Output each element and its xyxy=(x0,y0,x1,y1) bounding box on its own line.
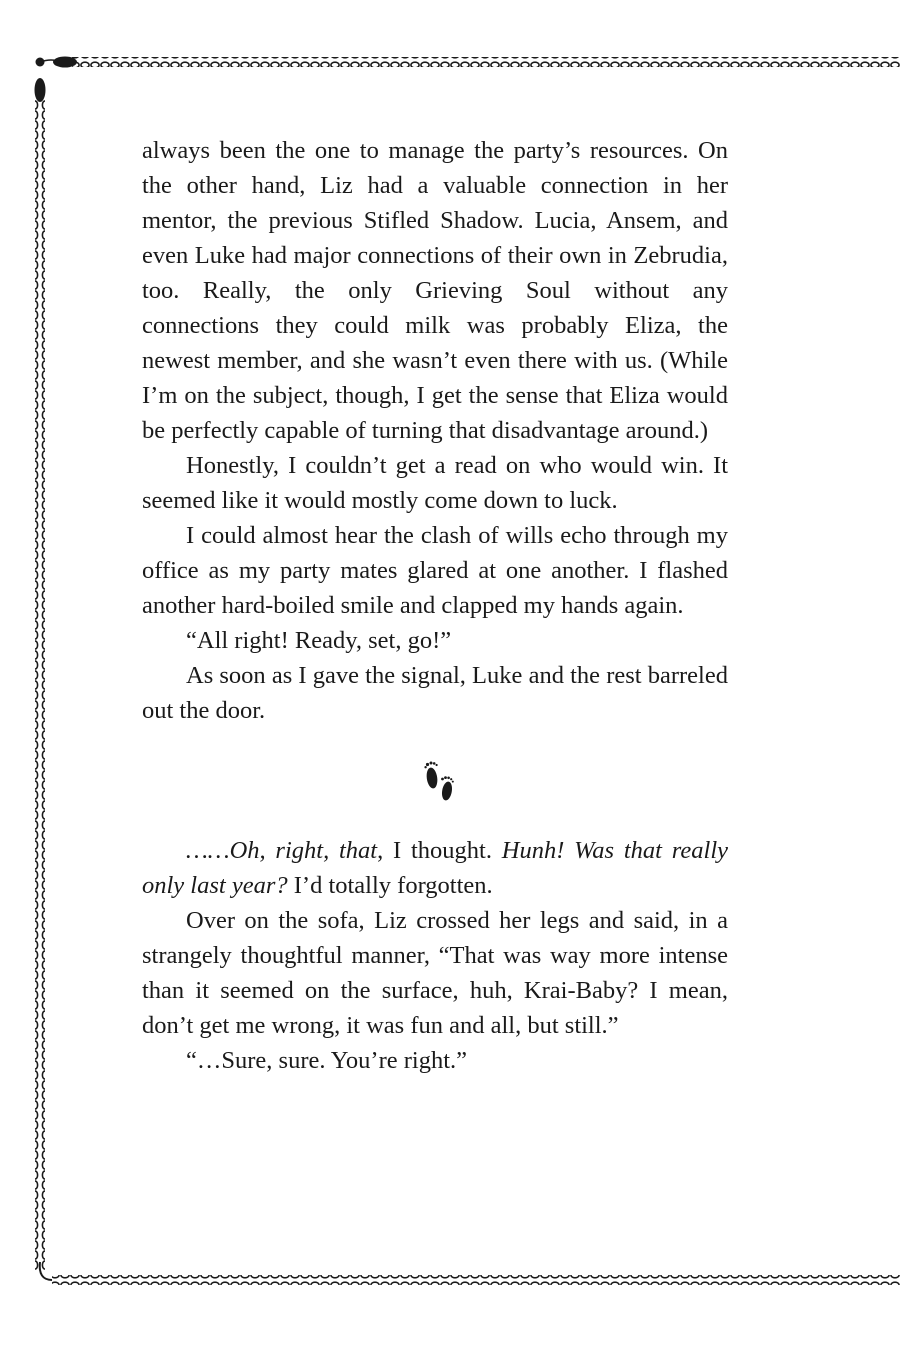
text-segment: “…Sure, sure. You’re right.” xyxy=(186,1047,468,1074)
chain-top-end-bead xyxy=(53,57,77,68)
paragraph xyxy=(142,1043,728,1078)
page-text xyxy=(142,133,728,1078)
paragraph xyxy=(142,658,728,728)
paragraph xyxy=(142,133,728,448)
paragraph xyxy=(142,903,728,1043)
text-segment: As soon as I gave the signal, Luke and the rest barreled out the door. xyxy=(142,662,728,724)
chain-bottom xyxy=(52,1275,900,1285)
scene-break xyxy=(142,728,728,833)
paragraph xyxy=(142,448,728,518)
paragraph xyxy=(142,518,728,623)
text-segment: Honestly, I couldn’t get a read on who would win. It seemed like it would mostly come down to luck. xyxy=(142,452,728,514)
text-segment: I’d totally forgotten. xyxy=(287,872,493,899)
text-section-before-break xyxy=(142,133,728,728)
chain-left xyxy=(35,100,45,1270)
text-segment: I could almost hear the clash of wills echo through my office as my party mates glared at one another. I flashed another hard-boiled smile and clapped my hands again. xyxy=(142,522,728,619)
paragraph xyxy=(142,833,728,903)
text-segment: , I thought. xyxy=(377,837,502,864)
text-segment: always been the one to manage the party’s resources. On the other hand, Liz had a valuable connection in her mentor, the previous Stifled Shadow. Lucia, Ansem, and even Luke had major connections of their own in Zebrudia, too. Really, the only Grieving Soul without any connections they could milk was probably Eliza, the newest member, and she wasn’t even there with us. (While I’m on the subject, though, I get the sense that Eliza would be perfectly capable of turning that disadvantage around.) xyxy=(142,137,728,444)
paragraph xyxy=(142,623,728,658)
italic-text-segment: Hunh! Was that really only last year? xyxy=(142,837,729,899)
text-section-after-break xyxy=(142,833,728,1078)
footprints-icon xyxy=(423,758,457,804)
text-segment: “All right! Ready, set, go!” xyxy=(186,627,452,654)
chain-left-end-bead xyxy=(35,78,46,102)
italic-text-segment: ……Oh, right, that xyxy=(186,837,378,864)
chain-top xyxy=(72,57,900,67)
text-segment: Over on the sofa, Liz crossed her legs and said, in a strangely thoughtful manner, “That was way more intense than it seemed on the surface, huh, Krai-Baby? I mean, don’t get me wrong, it was fun and all, but still.” xyxy=(142,907,728,1039)
